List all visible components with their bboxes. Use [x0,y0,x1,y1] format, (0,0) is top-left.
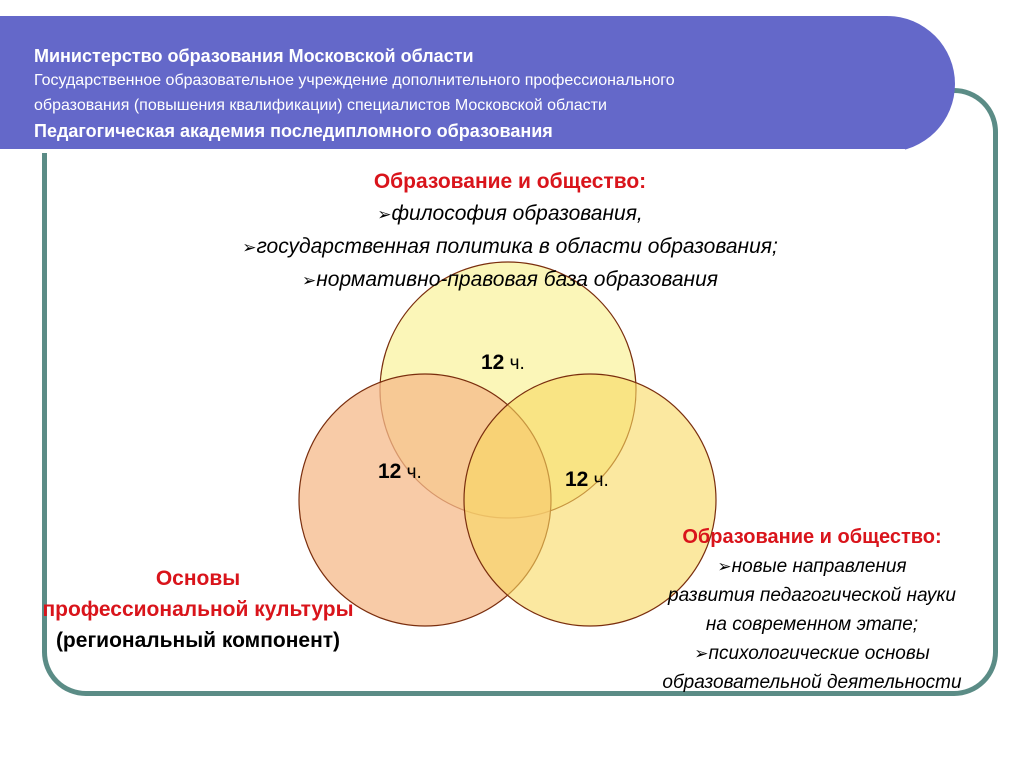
top-block-title: Образование и общество: [373,170,647,193]
bullet-arrow-icon: ➢ [717,557,732,576]
top-item-3: ➢нормативно-правовая база образования [302,268,718,291]
left-line-3: (региональный компонент) [55,629,341,652]
academy-title: Педагогическая академия последипломного образования [34,121,553,141]
hours-right: 12 ч. [565,468,609,491]
right-item-1-cont-2: на современном этапе; [705,614,919,635]
right-item-1-cont: развития педагогической науки [668,585,956,606]
right-text-block [612,523,1012,697]
institution-line-2: образования (повышения квалификации) специалистов Московской области [34,97,607,114]
institution-line-1: Государственное образовательное учреждение дополнительного профессионального [34,72,675,89]
hours-top: 12 ч. [481,351,525,374]
top-item-1: ➢философия образования, [377,202,643,225]
bullet-arrow-icon: ➢ [694,644,709,663]
hours-left: 12 ч. [378,460,422,483]
top-item-2: ➢государственная политика в области образования; [242,235,778,258]
ministry-title: Министерство образования Московской области [34,46,474,66]
bullet-arrow-icon: ➢ [302,271,317,290]
left-text-block [0,563,396,656]
right-item-2: ➢психологические основы [694,643,930,664]
left-line-2: профессиональной культуры [42,598,354,621]
right-item-1: ➢новые направления [717,556,907,577]
top-text-block [160,166,860,297]
bullet-arrow-icon: ➢ [377,205,392,224]
left-line-1: Основы [155,567,241,590]
right-item-2-cont: образовательной деятельности [662,672,962,693]
right-block-title: Образование и общество: [682,526,942,548]
bullet-arrow-icon: ➢ [242,238,257,257]
